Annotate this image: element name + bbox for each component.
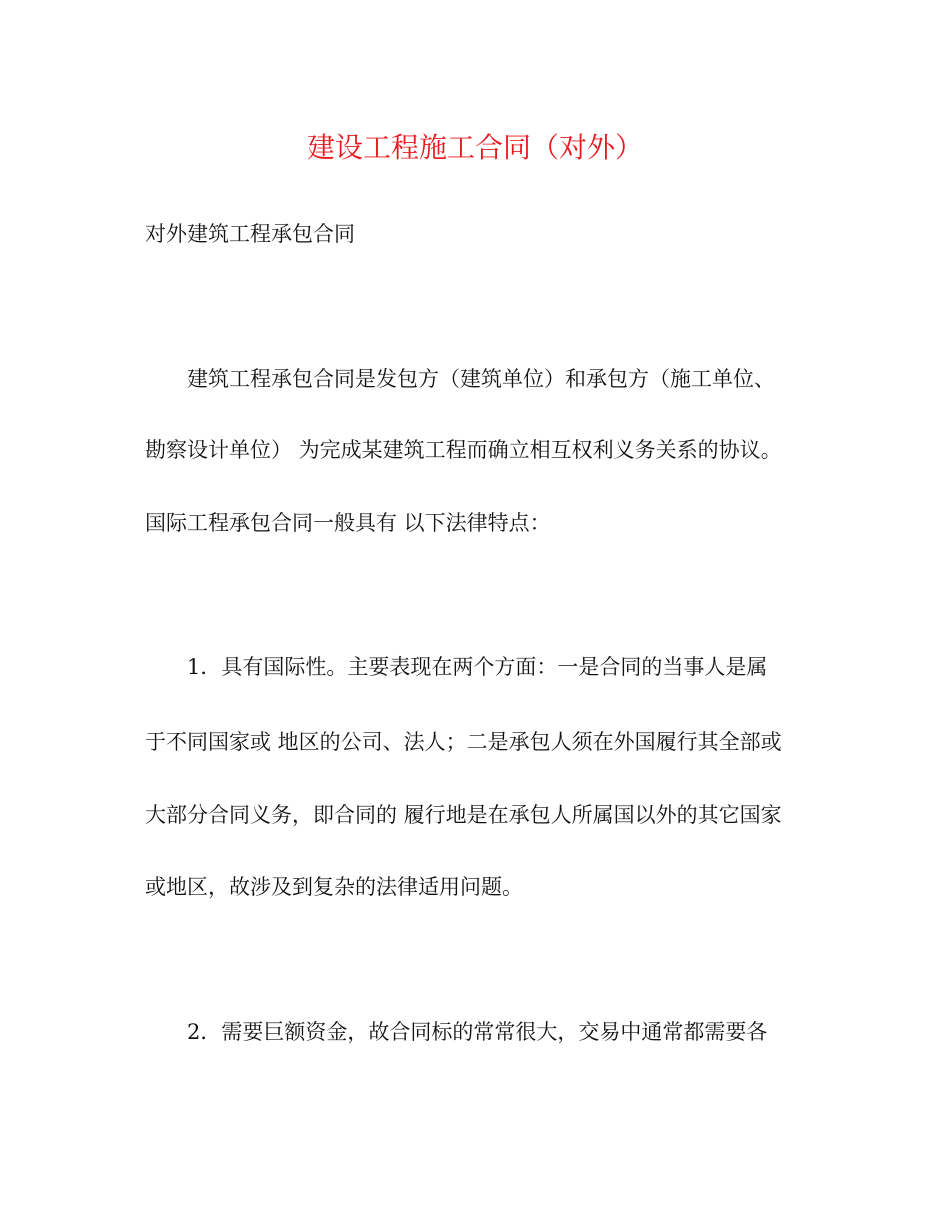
- paragraph-line: 于不同国家或 地区的公司、法人；二是承包人须在外国履行其全部或: [145, 730, 782, 754]
- paragraph-line: 国际工程承包合同一般具有 以下法律特点：: [145, 511, 551, 535]
- paragraph-line: 或地区，故涉及到复杂的法律适用问题。: [145, 875, 523, 899]
- paragraph-line: 2．需要巨额资金，故合同标的常常很大，交易中通常都需要各: [187, 1020, 768, 1044]
- document-title: 建设工程施工合同（对外）: [306, 131, 643, 164]
- document-subtitle: 对外建筑工程承包合同: [145, 222, 355, 246]
- paragraph-line: 1．具有国际性。主要表现在两个方面：一是合同的当事人是属: [187, 655, 768, 679]
- paragraph-line: 勘察设计单位） 为完成某建筑工程而确立相互权利义务关系的协议。: [145, 438, 782, 462]
- paragraph-line: 建筑工程承包合同是发包方（建筑单位）和承包方（施工单位、: [187, 367, 775, 391]
- paragraph-line: 大部分合同义务，即合同的 履行地是在承包人所属国以外的其它国家: [145, 803, 782, 827]
